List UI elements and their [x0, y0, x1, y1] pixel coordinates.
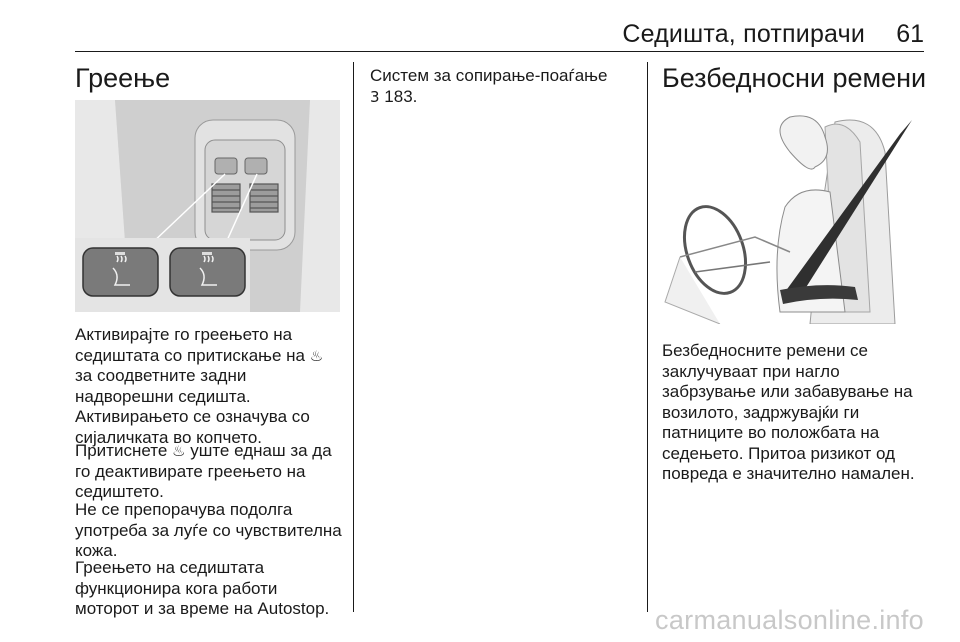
paragraph-seat-belts: Безбедносните ремени се заклучуваат при нагло забрзување или забавување на возилото, задржувајќи ги патниците во положбата на седењето. Притоа ризикот од повреда е значително намален.	[662, 341, 915, 483]
watermark: carmanualsonline.info	[655, 605, 924, 635]
paragraph-sensitive-skin: Не се препорачува подолга употреба за луѓе со чувствителна кожа.	[75, 500, 342, 560]
column-divider-left	[353, 62, 354, 612]
seat-heating-icon: ♨	[309, 346, 324, 365]
paragraph-autostop: Греењето на седиштата функционира кога работи моторот и за време на Autostop.	[75, 558, 330, 618]
paragraph-activate-heating: Активирајте го греењето на седиштата со притискање на ♨ за соодветните задни надворешни седишта. Активирањето се означува со сијаличката во копчето.	[75, 325, 324, 447]
paragraph-stop-start-system: Систем за сопирање-поаѓање 3 183.	[370, 66, 608, 106]
seat-heating-icon: ♨	[172, 442, 186, 460]
console-illustration	[75, 100, 340, 312]
page-number: 61	[896, 20, 924, 48]
paragraph-deactivate-heating: Притиснете ♨ уште еднаш за да го деактивирате греењето на седиштето.	[75, 441, 332, 501]
driver-seatbelt-illustration	[660, 112, 925, 324]
header-title: Седишта, потпирачи	[622, 20, 865, 48]
section-title-seat-belts: Безбедносни ремени	[662, 63, 927, 93]
seat-belt-figure	[660, 112, 925, 324]
rear-seat-heating-figure	[75, 100, 340, 312]
page-ref-link[interactable]: 183.	[384, 86, 418, 106]
header-rule	[75, 51, 924, 52]
page-ref-icon: 3	[370, 87, 380, 106]
column-divider-right	[647, 62, 648, 612]
section-title-heating: Греење	[75, 63, 171, 93]
